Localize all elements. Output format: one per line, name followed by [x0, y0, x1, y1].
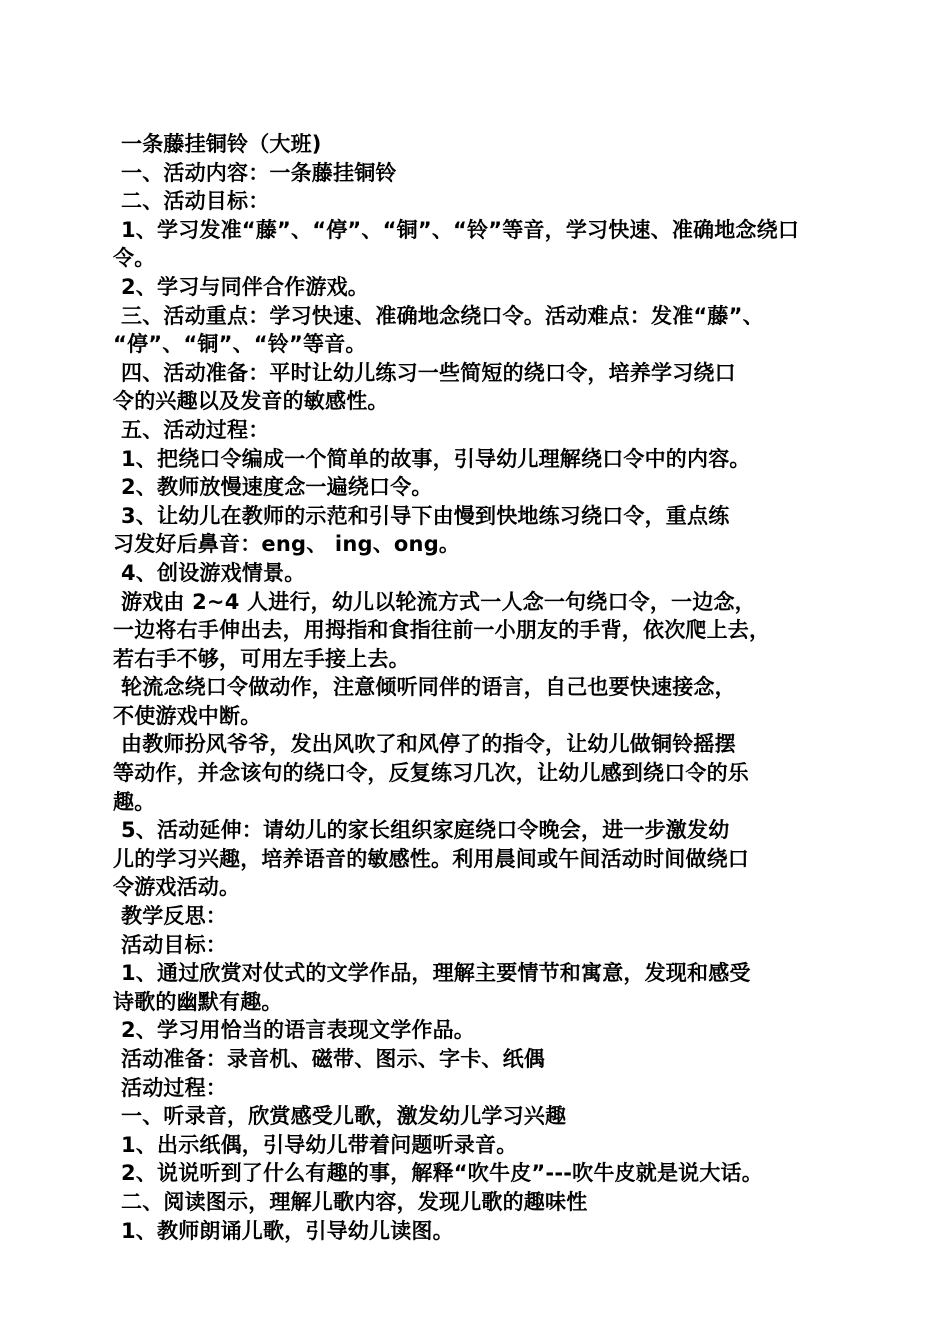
text-line: 轮流念绕口令做动作，注意倾听同伴的语言，自己也要快速接念， — [121, 675, 736, 700]
text-line: 等动作，并念该句的绕口令，反复练习几次，让幼儿感到绕口令的乐 — [113, 761, 749, 786]
text-line: 3、让幼儿在教师的示范和引导下由慢到快地练习绕口令，重点练 — [121, 503, 730, 528]
text-line: 习发好后鼻音：eng、 ing、ong。 — [113, 532, 461, 557]
text-line: 五、活动过程： — [121, 417, 270, 442]
text-line: 活动过程： — [121, 1075, 227, 1100]
text-line: 令。 — [113, 246, 156, 271]
text-line: 1、把绕口令编成一个简单的故事，引导幼儿理解绕口令中的内容。 — [121, 446, 751, 471]
text-line: 若右手不够，可用左手接上去。 — [113, 646, 410, 671]
text-line: 一、听录音，欣赏感受儿歌，激发幼儿学习兴趣 — [121, 1104, 567, 1129]
text-line: 不使游戏中断。 — [113, 703, 262, 728]
text-line: 由教师扮风爷爷，发出风吹了和风停了的指令，让幼儿做铜铃摇摆 — [121, 732, 736, 757]
text-line: 一边将右手伸出去，用拇指和食指往前一小朋友的手背，依次爬上去， — [113, 618, 771, 643]
text-line: 1、学习发准“藤”、“停”、“铜”、“铃”等音，学习快速、准确地念绕口 — [121, 217, 800, 242]
text-line: 1、出示纸偶，引导幼儿带着问题听录音。 — [121, 1132, 518, 1157]
text-line: 令的兴趣以及发音的敏感性。 — [113, 389, 389, 414]
text-line: 一、活动内容：一条藤挂铜铃 — [121, 160, 397, 185]
text-line: 2、学习与同伴合作游戏。 — [121, 274, 370, 299]
text-line: 趣。 — [113, 789, 156, 814]
text-line: 二、阅读图示，理解儿歌内容，发现儿歌的趣味性 — [121, 1189, 588, 1214]
document-page — [113, 130, 843, 1245]
text-line: 诗歌的幽默有趣。 — [113, 989, 283, 1014]
text-line: 一条藤挂铜铃（大班) — [121, 132, 322, 156]
text-line: 二、活动目标： — [121, 189, 270, 214]
text-line: 令游戏活动。 — [113, 875, 241, 900]
text-line: 1、教师朗诵儿歌，引导幼儿读图。 — [121, 1218, 454, 1243]
text-line: 2、说说听到了什么有趣的事，解释“吹牛皮”---吹牛皮就是说大话。 — [121, 1161, 763, 1186]
text-line: 儿的学习兴趣，培养语音的敏感性。利用晨间或午间活动时间做绕口 — [113, 846, 749, 871]
text-line: 游戏由 2~4 人进行，幼儿以轮流方式一人念一句绕口令，一边念， — [121, 589, 756, 614]
text-line: 1、通过欣赏对仗式的文学作品，理解主要情节和寓意，发现和感受 — [121, 961, 751, 986]
text-line: 教学反思： — [121, 904, 227, 929]
text-line: 4、创设游戏情景。 — [121, 560, 306, 585]
text-line: 四、活动准备：平时让幼儿练习一些简短的绕口令，培养学习绕口 — [121, 360, 736, 385]
text-line: 2、学习用恰当的语言表现文学作品。 — [121, 1018, 476, 1043]
text-line: 三、活动重点：学习快速、准确地念绕口令。活动难点：发准“藤”、 — [121, 303, 764, 328]
text-line: 2、教师放慢速度念一遍绕口令。 — [121, 475, 433, 500]
text-line: 活动目标： — [121, 932, 227, 957]
text-line: 5、活动延伸：请幼儿的家长组织家庭绕口令晚会，进一步激发幼 — [121, 818, 730, 843]
text-line: 活动准备：录音机、磁带、图示、字卡、纸偶 — [121, 1047, 545, 1071]
text-line: “停”、“铜”、“铃”等音。 — [113, 332, 367, 357]
